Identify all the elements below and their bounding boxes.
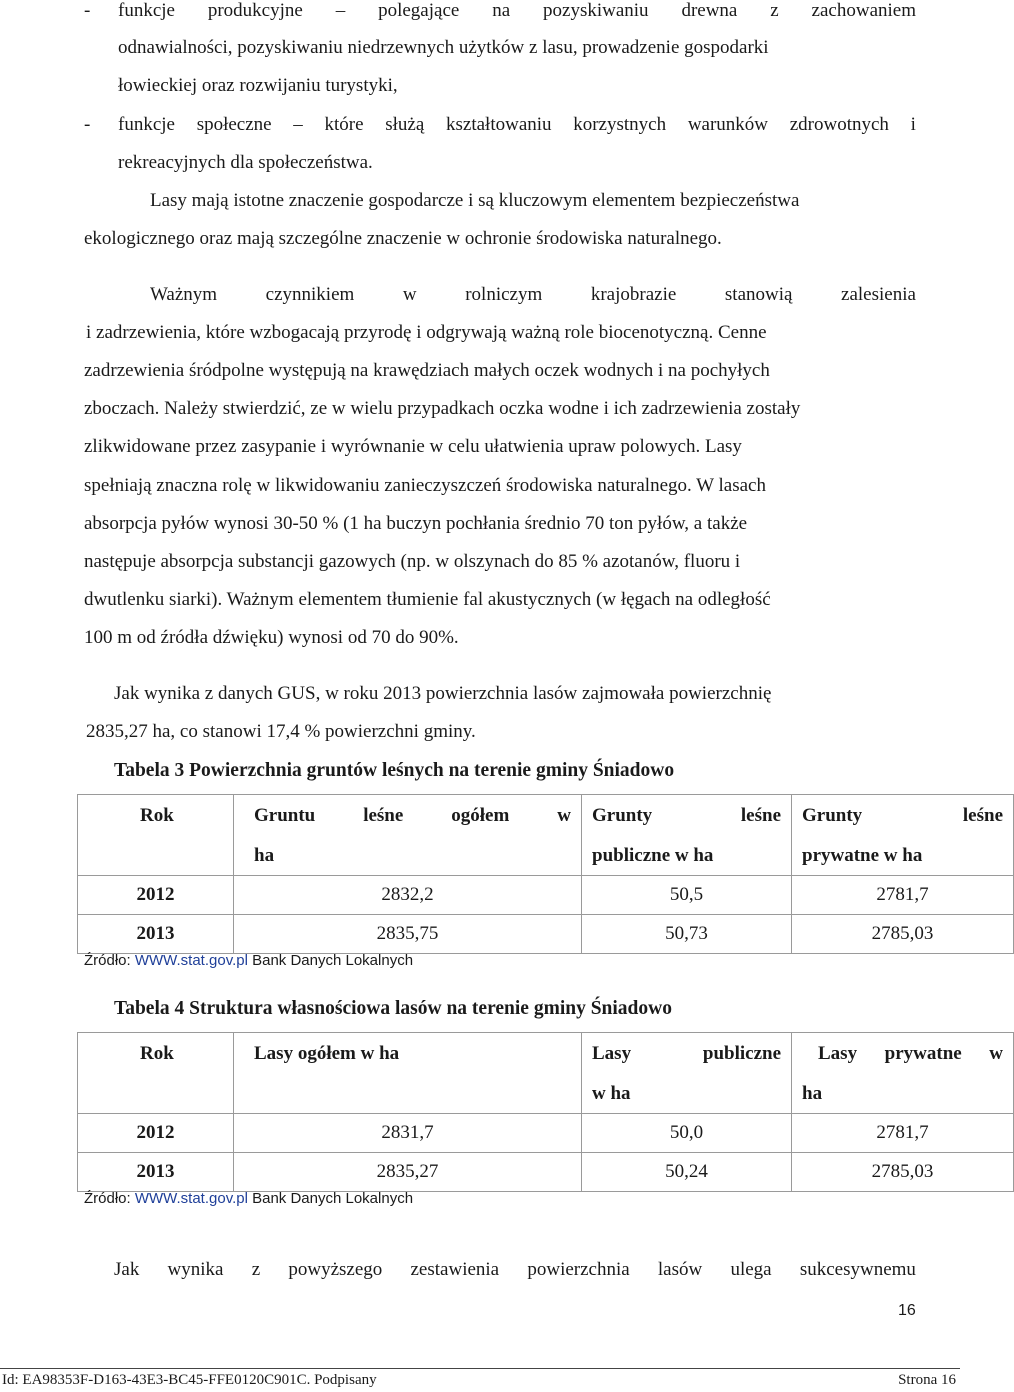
- bullet-dash: -: [84, 114, 91, 135]
- word: które: [324, 114, 364, 135]
- word: lasów: [657, 1259, 703, 1280]
- word: Gruntu: [254, 805, 316, 826]
- word: stanowią: [724, 284, 793, 305]
- word: korzystnych: [573, 114, 667, 135]
- table-row: [78, 876, 1014, 915]
- word: warunków: [687, 114, 769, 135]
- para-2-line-4: zboczach. Należy stwierdzić, ze w wielu przypadkach oczka wodne i ich zadrzewienia zostały: [84, 398, 801, 419]
- word: zdrowotnych: [789, 114, 889, 135]
- para-2-line-2: i zadrzewienia, które wzbogacają przyrodę i odgrywają ważną role biocenotyczną. Cenne: [86, 322, 767, 343]
- word: leśne: [740, 805, 781, 826]
- word: pozyskiwaniu: [543, 0, 649, 21]
- source-link[interactable]: WWW.stat.gov.pl: [134, 1190, 248, 1207]
- word: zestawienia: [410, 1259, 500, 1280]
- table-4-source: [84, 1190, 413, 1207]
- word: drewna: [681, 0, 738, 21]
- bullet-1-line-3: łowieckiej oraz rozwijaniu turystyki,: [118, 75, 398, 96]
- word: sukcesywnemu: [799, 1259, 916, 1280]
- word: w: [557, 805, 571, 826]
- table-cell: 50,0: [582, 1114, 792, 1153]
- source-prefix: Źródło:: [84, 1190, 135, 1207]
- header-cell: Lasy prywatne w ha: [792, 1033, 1014, 1114]
- word: powierzchnia: [527, 1259, 630, 1280]
- para-2-line-5: zlikwidowane przez zasypanie i wyrównanie w celu ułatwienia upraw polowych. Lasy: [84, 436, 742, 457]
- footer-document-id: Id: EA98353F-D163-43E3-BC45-FFE0120C901C. Podpisany: [2, 1372, 377, 1388]
- table-cell: 2781,7: [792, 876, 1014, 915]
- word: w: [989, 1043, 1003, 1064]
- para-1-line-1: Lasy mają istotne znaczenie gospodarcze i są kluczowym elementem bezpieczeństwa: [150, 190, 800, 211]
- word: ulega: [730, 1259, 772, 1280]
- table-cell: 2835,75: [234, 915, 582, 954]
- header-cell: Rok: [78, 795, 234, 876]
- table-cell: 2012: [78, 876, 234, 915]
- word: krajobrazie: [590, 284, 677, 305]
- table-cell: 2785,03: [792, 1153, 1014, 1192]
- header-cell: Lasy publiczne w ha: [582, 1033, 792, 1114]
- table-row: [78, 915, 1014, 954]
- table-cell: 2831,7: [234, 1114, 582, 1153]
- table-cell: 50,24: [582, 1153, 792, 1192]
- table-row: [78, 1114, 1014, 1153]
- word: Jak: [114, 1259, 140, 1280]
- word: w: [402, 284, 417, 305]
- table-cell: 2781,7: [792, 1114, 1014, 1153]
- word: zachowaniem: [811, 0, 916, 21]
- table-3-source: [84, 952, 413, 969]
- para-2-line-8: następuje absorpcja substancji gazowych (np. w olszynach do 85 % azotanów, fluoru i: [84, 551, 741, 572]
- word: społeczne: [196, 114, 272, 135]
- header-cell: Lasy ogółem w ha: [234, 1033, 582, 1114]
- word: leśne: [962, 805, 1003, 826]
- page-number: 16: [898, 1302, 916, 1319]
- header-cell: Gruntu leśne ogółem w ha: [234, 795, 582, 876]
- table-cell: 2013: [78, 1153, 234, 1192]
- source-suffix: Bank Danych Lokalnych: [247, 952, 414, 969]
- bullet-2-line-2: rekreacyjnych dla społeczeństwa.: [118, 152, 373, 173]
- source-link[interactable]: WWW.stat.gov.pl: [134, 952, 248, 969]
- bullet-1-line-1: [118, 0, 916, 22]
- word: leśne: [363, 805, 404, 826]
- source-suffix: Bank Danych Lokalnych: [247, 1190, 414, 1207]
- word: na: [492, 0, 511, 21]
- para-2-line-1: [150, 284, 916, 306]
- word: funkcje: [118, 114, 175, 135]
- source-prefix: Źródło:: [84, 952, 135, 969]
- header-cell: Rok: [78, 1033, 234, 1114]
- table-cell: 2832,2: [234, 876, 582, 915]
- word: Grunty: [802, 805, 863, 826]
- table-cell: 2785,03: [792, 915, 1014, 954]
- para-2-line-10: 100 m od źródła dźwięku) wynosi od 70 do 90%.: [84, 627, 459, 648]
- word: funkcje: [118, 0, 175, 21]
- word: zalesienia: [841, 284, 916, 305]
- para-2-line-6: spełniają znaczna rolę w likwidowaniu zanieczyszczeń środowiska naturalnego. W lasach: [84, 475, 766, 496]
- word: wynika: [167, 1259, 224, 1280]
- header-cell: Grunty leśne publiczne w ha: [582, 795, 792, 876]
- table-3-caption: Tabela 3 Powierzchnia gruntów leśnych na terenie gminy Śniadowo: [114, 760, 675, 781]
- para-1-line-2: ekologicznego oraz mają szczególne znaczenie w ochronie środowiska naturalnego.: [84, 228, 722, 249]
- para-2-line-9: dwutlenku siarki). Ważnym elementem tłumienie fal akustycznych (w łęgach na odległość: [84, 589, 771, 610]
- word: Lasy: [818, 1043, 858, 1064]
- word: czynnikiem: [265, 284, 355, 305]
- word: ogółem: [451, 805, 510, 826]
- table-cell: 50,5: [582, 876, 792, 915]
- table-row: [78, 1153, 1014, 1192]
- word: z: [251, 1259, 261, 1280]
- word: służą: [385, 114, 425, 135]
- table-cell: 2835,27: [234, 1153, 582, 1192]
- table-4-caption: Tabela 4 Struktura własnościowa lasów na terenie gminy Śniadowo: [114, 998, 672, 1019]
- bullet-2-line-1: [118, 114, 916, 136]
- word: Ważnym: [150, 284, 218, 305]
- para-3-line-1: Jak wynika z danych GUS, w roku 2013 powierzchnia lasów zajmowała powierzchnię: [114, 683, 772, 704]
- table-4: [77, 1032, 1014, 1192]
- table-cell: 2013: [78, 915, 234, 954]
- table-cell: 2012: [78, 1114, 234, 1153]
- word: powyższego: [288, 1259, 383, 1280]
- word: i: [910, 114, 916, 135]
- word: produkcyjne: [207, 0, 303, 21]
- bullet-1-line-2: odnawialności, pozyskiwaniu niedrzewnych użytków z lasu, prowadzenie gospodarki: [118, 37, 769, 58]
- table-3: [77, 794, 1014, 954]
- word: Grunty: [592, 805, 653, 826]
- footer-bar: [0, 1368, 960, 1392]
- para-4-line-1: [114, 1259, 916, 1281]
- footer-page-label: Strona 16: [898, 1372, 956, 1388]
- header-cell: Grunty leśne prywatne w ha: [792, 795, 1014, 876]
- bullet-dash: -: [84, 0, 91, 21]
- word: publiczne: [702, 1043, 781, 1064]
- para-2-line-7: absorpcja pyłów wynosi 30-50 % (1 ha buczyn pochłania średnio 70 ton pyłów, a także: [84, 513, 748, 534]
- word: z: [770, 0, 779, 21]
- word: polegające: [378, 0, 460, 21]
- table-cell: 50,73: [582, 915, 792, 954]
- table-header-row: [78, 795, 1014, 876]
- word: prywatne: [884, 1043, 962, 1064]
- word: Lasy: [592, 1043, 632, 1064]
- word: –: [293, 114, 303, 135]
- word: kształtowaniu: [446, 114, 552, 135]
- word: rolniczym: [465, 284, 543, 305]
- para-2-line-3: zadrzewienia śródpolne występują na krawędziach małych oczek wodnych i na pochyłych: [84, 360, 770, 381]
- para-3-line-2: 2835,27 ha, co stanowi 17,4 % powierzchni gminy.: [86, 721, 476, 742]
- table-header-row: [78, 1033, 1014, 1114]
- word: –: [335, 0, 346, 21]
